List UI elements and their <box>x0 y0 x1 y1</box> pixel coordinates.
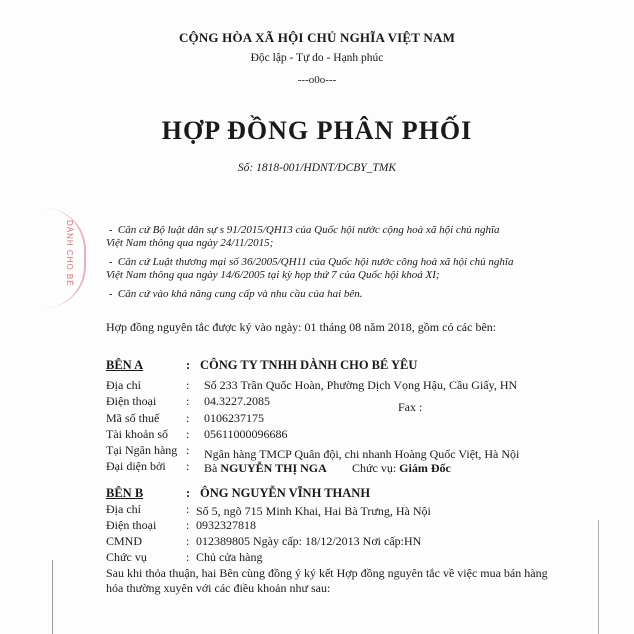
closing-line: Sau khi thỏa thuận, hai Bên cùng đồng ý ký kết Hợp đồng nguyên tắc về việc mua bán hàng <box>106 566 548 580</box>
party-a-bank-label: Tại Ngân hàng <box>106 443 178 457</box>
party-b-colon: : <box>186 486 191 500</box>
party-b-role: Chủ cửa hàng <box>196 550 263 564</box>
nation-header: CỘNG HÒA XÃ HỘI CHỦ NGHĨA VIỆT NAM <box>178 30 456 45</box>
party-a-heading: BÊN A <box>106 358 144 372</box>
stamp-text: DÀNH CHO BÉ <box>65 220 74 287</box>
colon: : <box>186 394 190 408</box>
colon: : <box>186 534 190 548</box>
party-b-address-label: Địa chỉ <box>106 502 141 516</box>
party-a-account-label: Tài khoản số <box>106 427 168 441</box>
motto: Độc lập - Tự do - Hạnh phúc <box>250 52 384 64</box>
party-b-id-label: CMND <box>106 534 143 548</box>
role-label: Chức vụ: <box>352 461 397 475</box>
party-a-colon: : <box>186 358 191 372</box>
party-a-bank: Ngân hàng TMCP Quân đội, chi nhanh Hoàng Quốc Việt, Hà Nội <box>204 447 520 461</box>
colon: : <box>186 459 190 473</box>
party-a-address: Số 233 Trần Quốc Hoàn, Phường Dịch Vọng Hậu, Cầu Giấy, HN <box>204 378 518 392</box>
legal-basis-item: - Căn cứ Bộ luật dân sự s 91/2015/QH13 của Quốc hội nước cộng hoà xã hội chủ nghĩa Việt Nam thông qua ngày 24/11/2015; <box>106 224 500 249</box>
legal-basis-item: - Căn cứ Luật thương mại số 36/2005/QH11 của Quốc hội nước công hoà xã hội chủ nghĩa Việt Nam thông qua ngày 14/6/2005 tại kỳ họp thứ 7 của Quốc hội khoá XI; <box>106 256 514 281</box>
party-a-name: CÔNG TY TNHH DÀNH CHO BÉ YÊU <box>200 358 418 372</box>
party-a-tax-label: Mã số thuế <box>106 411 160 425</box>
document-title: HỢP ĐỒNG PHÂN PHỐI <box>161 116 473 145</box>
party-b-phone-label: Điện thoại <box>106 518 157 532</box>
party-a-tax-code: 0106237175 <box>204 411 264 425</box>
colon: : <box>186 443 190 457</box>
party-b-heading: BÊN B <box>106 486 144 500</box>
rep-prefix: Bà <box>204 461 218 475</box>
colon: : <box>186 550 190 564</box>
left-margin-line <box>52 560 53 634</box>
rep-name: NGUYỄN THỊ NGA <box>220 461 327 475</box>
party-b-id: 012389805 Ngày cấp: 18/12/2013 Nơi cấp:HN <box>196 534 422 548</box>
header-separator: ---o0o--- <box>297 74 337 86</box>
colon: : <box>186 411 190 425</box>
party-a-address-label: Địa chỉ <box>106 378 141 392</box>
closing-line: hóa thường xuyên với các điều khoản như sau: <box>106 581 331 595</box>
party-a-rep-label: Đại diện bởi <box>106 459 166 473</box>
closing-paragraph <box>106 566 566 596</box>
party-b-name: ÔNG NGUYỄN VĨNH THANH <box>200 486 371 500</box>
party-a-phone-label: Điện thoại <box>106 394 157 408</box>
party-a-rep <box>204 461 327 476</box>
intro-text: Hợp đồng nguyên tắc được ký vào ngày: 01 tháng 08 năm 2018, gồm có các bên: <box>106 320 497 334</box>
party-a-phone: 04.3227.2085 <box>204 394 270 408</box>
party-b-address: Số 5, ngõ 715 Minh Khai, Hai Bà Trưng, Hà Nội <box>196 504 431 518</box>
colon: : <box>186 378 190 392</box>
colon: : <box>186 427 190 441</box>
party-a-fax-label: Fax : <box>398 400 423 414</box>
colon: : <box>186 518 190 532</box>
party-b-phone: 0932327818 <box>196 518 256 532</box>
document-number: Số: 1818-001/HDNT/DCBY_TMK <box>237 162 397 174</box>
right-margin-line <box>598 520 599 634</box>
party-b-role-label: Chức vụ <box>106 550 147 564</box>
party-a-role <box>352 461 451 476</box>
role-value: Giám Đốc <box>399 461 451 475</box>
party-a-account: 05611000096686 <box>204 427 288 441</box>
legal-basis-item: - Căn cứ vào khả năng cung cấp và nhu cầu của hai bên. <box>108 288 363 300</box>
colon: : <box>186 502 190 516</box>
